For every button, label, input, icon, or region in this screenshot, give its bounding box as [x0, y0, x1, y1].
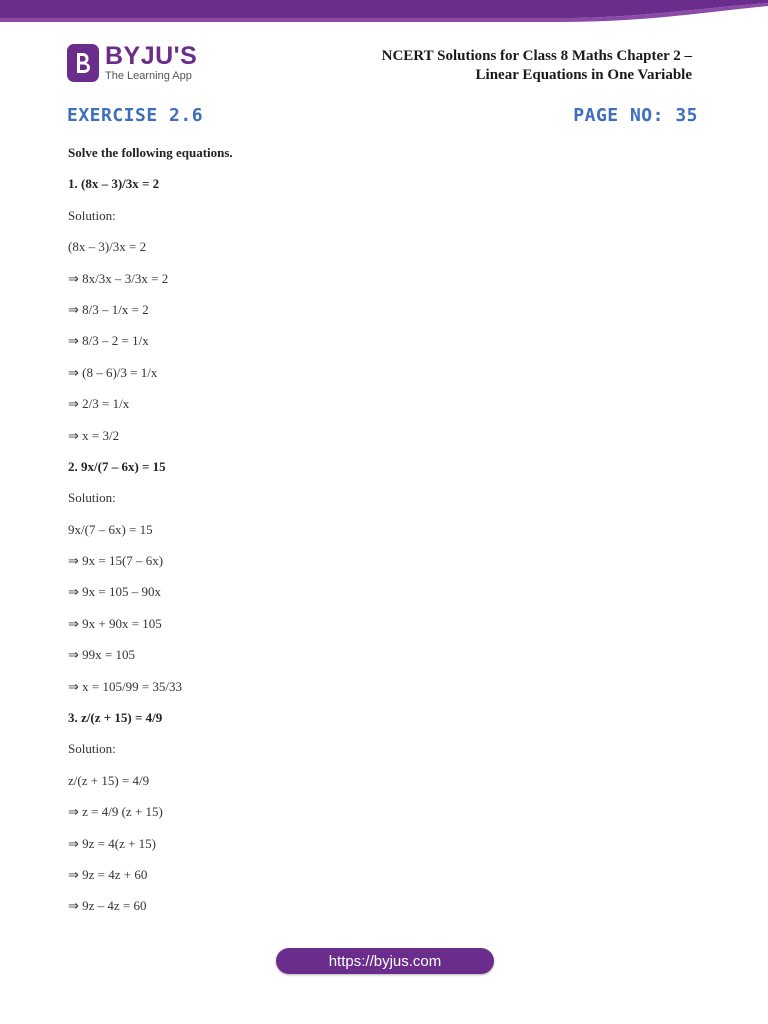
- header-title-line-2: Linear Equations in One Variable: [475, 67, 692, 83]
- solution-line: z/(z + 15) = 4/9: [68, 772, 150, 788]
- solution-line: ⇒ x = 3/2: [68, 427, 120, 443]
- question-line: Solve the following equations.: [68, 145, 233, 160]
- question-line: 3. z/(z + 15) = 4/9: [68, 710, 163, 726]
- logo-wordmark: BYJU'S: [105, 42, 198, 70]
- solution-line: ⇒ 2/3 = 1/x: [68, 396, 130, 412]
- solution-line: ⇒ 9x + 90x = 105: [68, 615, 162, 631]
- solution-line: ⇒ 8/3 – 1/x = 2: [68, 301, 149, 317]
- solution-line: ⇒ 9z – 4z = 60: [68, 898, 147, 914]
- footer-url-button[interactable]: [276, 948, 494, 974]
- solution-line: ⇒ 8/3 – 2 = 1/x: [68, 333, 149, 349]
- question-line: 1. (8x – 3)/3x = 2: [68, 176, 160, 192]
- document-header-title: [382, 47, 692, 85]
- exercise-title: EXERCISE 2.6: [67, 105, 204, 126]
- solution-line: 9x/(7 – 6x) = 15: [68, 521, 153, 537]
- solution-line: ⇒ 8x/3x – 3/3x = 2: [68, 270, 169, 286]
- byjus-logo: [67, 44, 197, 82]
- solution-line: Solution:: [68, 741, 116, 757]
- solution-line: ⇒ 9x = 105 – 90x: [68, 584, 161, 600]
- logo-badge-icon: [67, 44, 99, 82]
- header-title-line-1: NCERT Solutions for Class 8 Maths Chapter 2 –: [381, 48, 692, 64]
- page-number: PAGE NO: 35: [573, 105, 698, 126]
- solution-line: ⇒ 9z = 4z + 60: [68, 866, 148, 882]
- logo-tagline: The Learning App: [105, 70, 192, 82]
- solution-line: ⇒ z = 4/9 (z + 15): [68, 804, 163, 820]
- footer-url-text: https://byjus.com: [328, 952, 442, 970]
- question-line: 2. 9x/(7 – 6x) = 15: [68, 458, 166, 474]
- solution-line: ⇒ (8 – 6)/3 = 1/x: [68, 364, 158, 380]
- solution-line: ⇒ 9z = 4(z + 15): [68, 835, 157, 851]
- solution-line: Solution:: [68, 490, 116, 506]
- solution-line: ⇒ 99x = 105: [68, 647, 135, 663]
- solution-line: Solution:: [68, 207, 116, 223]
- solution-line: ⇒ x = 105/99 = 35/33: [68, 678, 183, 694]
- solution-content: [68, 146, 708, 931]
- solution-line: ⇒ 9x = 15(7 – 6x): [68, 553, 164, 569]
- top-decorative-band: [0, 0, 768, 22]
- solution-line: (8x – 3)/3x = 2: [68, 239, 147, 255]
